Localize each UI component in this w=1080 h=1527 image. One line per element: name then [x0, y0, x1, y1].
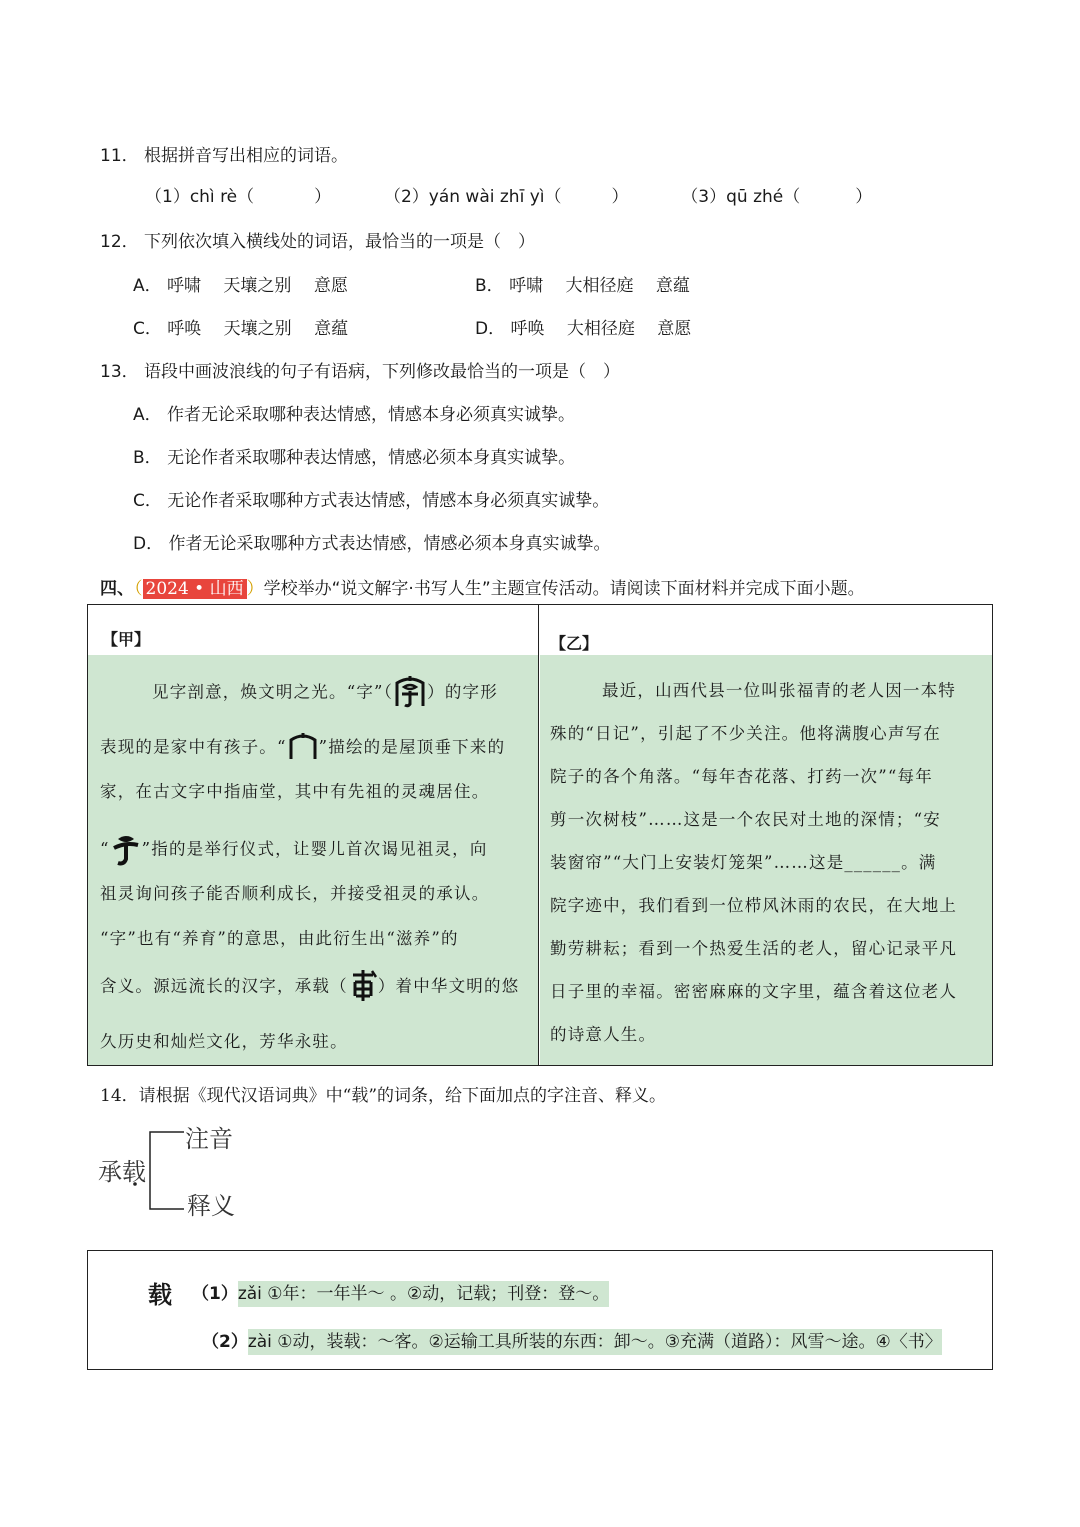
yi-line-5: 装窗帘”“大门上安装灯笼架”……这是______。满: [550, 853, 937, 872]
jia-line-8: 久历史和灿烂文化，芳华永驻。: [100, 1032, 348, 1051]
section4-heading: [100, 574, 865, 599]
yi-line-1: 最近，山西代县一位叫张福青的老人因一本特: [602, 681, 956, 700]
q13-option-b: B． 无论作者采取哪种表达情感，情感必须本身真实诚挚。: [133, 448, 576, 468]
child-glyph-icon: [110, 829, 142, 871]
q11-item-2-close: ）: [611, 187, 629, 207]
dict-headword: 载: [148, 1281, 172, 1309]
bracket-branch-meaning: 释义: [187, 1192, 235, 1220]
jia-line-7a: 含义。源远流长的汉字，承载（: [100, 976, 348, 996]
jia-line-4: [100, 829, 488, 871]
jia-line-1a: 见字剖意，焕文明之光。“字”（: [152, 682, 394, 702]
dict-entry-2-text: zài ①动，装载：～客。②运输工具所装的东西：卸～。③充满（道路）：风雪～途。④〈书〉: [248, 1329, 942, 1355]
yi-line-2: 殊的“日记”，引起了不少关注。他将满腹心声写在: [550, 724, 941, 743]
bracket-branch-pronunciation: 注音: [185, 1125, 233, 1153]
source-open-paren: （: [134, 579, 143, 599]
q13-stem: 13． 语段中画波浪线的句子有语病，下列修改最恰当的一项是（ ）: [100, 362, 621, 382]
q11-item-1-close: ）: [314, 187, 332, 207]
q12-option-a: A． 呼啸 天壤之别 意愿: [133, 276, 348, 296]
jia-line-4b: ”指的是举行仪式，让婴儿首次谒见祖灵，向: [141, 839, 488, 859]
bracket-word: 承载: [98, 1158, 146, 1186]
q13-option-c: C． 无论作者采取哪种方式表达情感，情感本身必须真实诚挚。: [133, 491, 610, 511]
jia-header: 【甲】: [102, 630, 151, 649]
jia-line-4a: “: [100, 839, 110, 859]
section4-number: 四、: [100, 579, 134, 599]
dict-entry-2-num: （2）: [202, 1332, 248, 1352]
yi-line-3: 院子的各个角落。“每年杏花落、打药一次”“每年: [550, 767, 933, 786]
jia-line-7b: ）着中华文明的悠: [377, 976, 520, 996]
yi-line-8: 日子里的幸福。密密麻麻的文字里，蕴含着这位老人: [550, 982, 958, 1001]
dict-entry-2: [202, 1327, 942, 1352]
dict-entry-1: [192, 1279, 609, 1304]
q11-item-2: （2）yán wài zhī yì（: [383, 187, 562, 207]
zi-ancient-glyph-icon: [393, 673, 427, 713]
jia-line-6: “字”也有“养育”的意思，由此衍生出“滋养”的: [100, 929, 459, 948]
dictionary-entry-box: [87, 1250, 993, 1370]
material-table: [87, 604, 993, 1066]
jia-line-2b: ”描绘的是屋顶垂下来的: [318, 737, 506, 757]
section4-intro: 学校举办“说文解字·书写人生”主题宣传活动。请阅读下面材料并完成下面小题。: [263, 579, 865, 599]
jia-line-1b: ）的字形: [427, 682, 498, 702]
yi-line-4: 剪一次树枝”……这是一个农民对土地的深情；“安: [550, 810, 941, 829]
q11-item-1: （1）chì rè（: [145, 187, 255, 207]
jia-line-3: 家，在古文字中指庙堂，其中有先祖的灵魂居住。: [100, 782, 490, 801]
q12-option-c: C． 呼唤 天壤之别 意蕴: [133, 319, 349, 339]
q11-stem: 11． 根据拼音写出相应的词语。: [100, 146, 349, 166]
table-divider: [538, 605, 539, 1065]
q12-stem: 12． 下列依次填入横线处的词语，最恰当的一项是（ ）: [100, 232, 536, 252]
q11-item-3: （3）qū zhé（: [681, 187, 801, 207]
dict-entry-1-text: zǎi ①年：一年半～ 。②动，记载；刊登：登～。: [238, 1281, 609, 1307]
jia-line-1: [152, 673, 498, 713]
jia-line-7: [100, 967, 519, 1007]
q11-item-3-close: ）: [855, 187, 873, 207]
dict-entry-1-num: （1）: [192, 1284, 238, 1304]
zai-ancient-glyph-icon: [348, 967, 378, 1007]
q12-option-b: B． 呼啸 大相径庭 意蕴: [475, 276, 690, 296]
yi-line-7: 勤劳耕耘；看到一个热爱生活的老人，留心记录平凡: [550, 939, 958, 958]
jia-line-5: 祖灵询问孩子能否顺利成长，并接受祖灵的承认。: [100, 884, 490, 903]
yi-line-9: 的诗意人生。: [550, 1025, 657, 1044]
q13-option-d: D． 作者无论采取哪种方式表达情感，情感必须本身真实诚挚。: [133, 534, 611, 554]
q12-option-d: D． 呼唤 大相径庭 意愿: [475, 319, 692, 339]
yi-header: 【乙】: [550, 634, 599, 653]
roof-glyph-icon: [287, 731, 319, 765]
source-tag: 2024 • 山西: [143, 579, 247, 599]
word-bracket-diagram: [98, 1118, 258, 1218]
source-close-paren: ）: [246, 579, 264, 599]
jia-line-2: [100, 731, 505, 765]
q11-items: [145, 182, 872, 207]
q14-stem: 14．请根据《现代汉语词典》中“载”的词条，给下面加点的字注音、释义。: [100, 1086, 667, 1106]
q13-option-a: A． 作者无论采取哪种表达情感，情感本身必须真实诚挚。: [133, 405, 576, 425]
yi-line-6: 院字迹中，我们看到一位栉风沐雨的农民，在大地上: [550, 896, 958, 915]
jia-line-2a: 表现的是家中有孩子。“: [100, 737, 287, 757]
